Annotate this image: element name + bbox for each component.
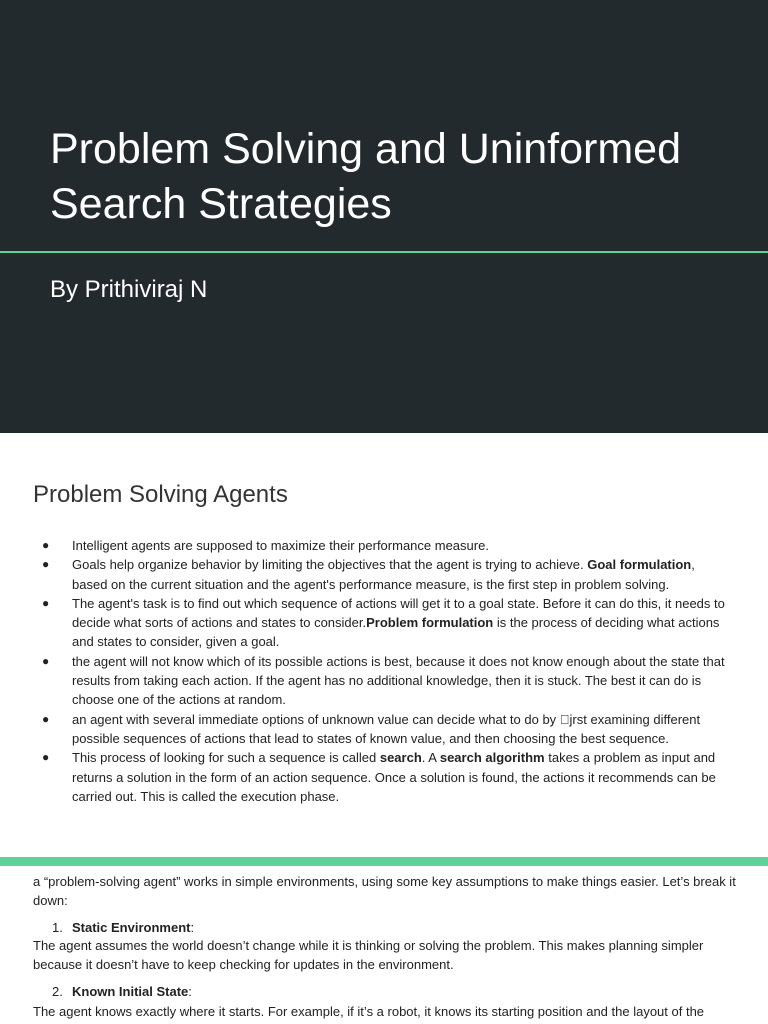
bullet-icon: ● xyxy=(42,711,50,726)
list-item xyxy=(33,710,733,749)
item-suffix: : xyxy=(188,984,192,999)
content-slide-problem-solving-agents xyxy=(0,433,768,857)
list-item xyxy=(33,555,733,594)
item-description: The agent knows exactly where it starts. For example, if it’s a robot, it knows its starting position and the layout of the xyxy=(33,1004,705,1019)
item-number: 1. xyxy=(52,920,63,935)
title-slide xyxy=(0,0,768,433)
bullet-text: the agent will not know which of its possible actions is best, because it does not know enough about the state that results from taking each action. If the agent has no additional knowledge, then it is stuck. The best it can do is choose one of the actions at random. xyxy=(72,653,725,708)
list-item xyxy=(33,748,733,806)
item-label: Static Environment xyxy=(72,920,191,935)
bold-term: search algorithm xyxy=(439,750,545,766)
intro-paragraph: a “problem-solving agent” works in simple environments, using some key assumptions to make things easier. Let’s break it down: xyxy=(33,874,736,909)
bullet-text: is the process of deciding what actions and states to consider, given a goal. xyxy=(72,615,720,650)
item-description: The agent assumes the world doesn’t change while it is thinking or solving the problem. This makes planning simpler because it doesn’t have to keep checking for updates in the environment. xyxy=(33,938,704,973)
slide-divider xyxy=(0,857,768,866)
author-line: By Prithiviraj N xyxy=(50,276,208,303)
bullet-list xyxy=(33,536,733,806)
bold-term: Problem formulation xyxy=(366,615,494,631)
bullet-icon: ● xyxy=(42,557,50,572)
bullet-text: , based on the current situation and the agent's performance measure, is the first step in problem solving. xyxy=(72,557,695,592)
bullet-icon: ● xyxy=(42,538,50,552)
content-slide-assumptions xyxy=(0,866,768,1024)
deck-title: Problem Solving and Uninformed Search Strategies xyxy=(50,125,681,228)
numbered-item-heading xyxy=(52,918,194,937)
list-item xyxy=(33,536,733,555)
bold-term: Goal formulation xyxy=(587,557,692,573)
bullet-text: This process of looking for such a sequence is called xyxy=(72,750,380,766)
item-number: 2. xyxy=(52,984,63,999)
title-rule xyxy=(0,251,768,253)
bullet-text: . A xyxy=(421,750,440,766)
bullet-text: an agent with several immediate options of unknown value can decide what to do by  jrst examining different possible sequences of actions that lead to states of known value, and then choosing the best sequence. xyxy=(72,711,701,746)
bullet-text: Intelligent agents are supposed to maximize their performance measure. xyxy=(72,538,489,553)
slide-heading: Problem Solving Agents xyxy=(33,481,288,508)
bullet-icon: ● xyxy=(42,653,50,668)
numbered-item-heading xyxy=(52,982,192,1001)
bold-term: search xyxy=(379,750,422,766)
bullet-text: takes a problem as input and returns a solution in the form of an action sequence. Once a solution is found, the actions it recommends can be carried out. This is called the execution phase. xyxy=(72,750,716,804)
bullet-icon: ● xyxy=(42,595,50,610)
item-label: Known Initial State xyxy=(72,984,189,999)
item-suffix: : xyxy=(190,920,195,935)
list-item xyxy=(33,652,733,710)
list-item xyxy=(33,594,733,652)
bullet-text: The agent's task is to find out which sequence of actions will get it to a goal state. Before it can do this, it needs to decide what sorts of actions and states to consider. xyxy=(72,595,725,631)
bullet-text: Goals help organize behavior by limiting the objectives that the agent is trying to achieve. xyxy=(72,557,588,573)
bullet-icon: ● xyxy=(42,750,50,765)
